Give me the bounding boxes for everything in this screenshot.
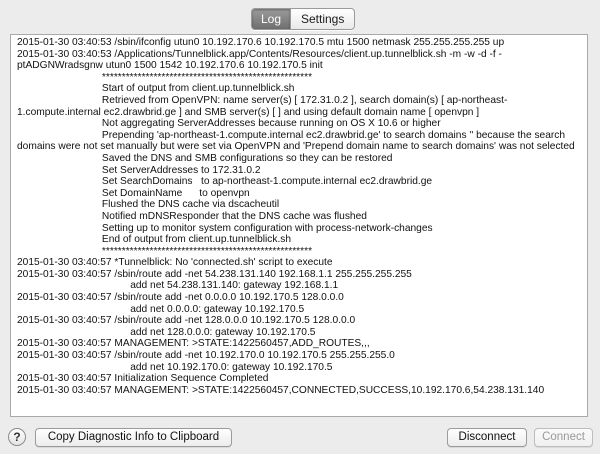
log-line: Setting up to monitor system configuration with process-network-changes: [17, 222, 433, 234]
log-line: Not aggregating ServerAddresses because running on OS X 10.6 or higher: [17, 118, 441, 130]
log-line: Retrieved from OpenVPN: name server(s) [ 172.31.0.2 ], search domain(s) [ ap-northeast-1.compute.internal ec2.drawbrid.ge ] and SMB server(s) [ ] and using default domain name [ openvpn ]: [17, 94, 508, 118]
log-line: End of output from client.up.tunnelblick.sh: [17, 234, 292, 246]
connect-button: Connect: [534, 428, 593, 447]
log-line: 2015-01-30 03:40:53 /Applications/Tunnelblick.app/Contents/Resources/client.up.tunnelblick.sh -m -w -d -f -ptADGNWradsgnw utun0 1500 1542 10.192.170.6 10.192.170.5 init: [17, 48, 502, 72]
log-line: Flushed the DNS cache via dscacheutil: [17, 199, 280, 211]
log-line: 2015-01-30 03:40:57 /sbin/route add -net 0.0.0.0 10.192.170.5 128.0.0.0: [17, 292, 344, 304]
log-line: 2015-01-30 03:40:57 MANAGEMENT: >STATE:1422560457,ADD_ROUTES,,,: [17, 338, 370, 350]
log-line: 2015-01-30 03:40:57 *Tunnelblick: No 'connected.sh' script to execute: [17, 257, 333, 269]
log-line: add net 10.192.170.0: gateway 10.192.170.5: [17, 361, 333, 373]
log-line: 2015-01-30 03:40:57 Initialization Sequence Completed: [17, 373, 269, 385]
log-line: *****************************************************: [17, 71, 313, 83]
log-line: Prepending 'ap-northeast-1.compute.internal ec2.drawbrid.ge' to search domains '' because the search domains were not set manually but were set via OpenVPN and 'Prepend domain name to search domains' was not selected: [17, 129, 575, 153]
log-line: Set DomainName to openvpn: [17, 187, 250, 199]
log-line: 2015-01-30 03:40:57 /sbin/route add -net 54.238.131.140 192.168.1.1 255.255.255.255: [17, 268, 412, 280]
log-line: 2015-01-30 03:40:57 /sbin/route add -net 10.192.170.0 10.192.170.5 255.255.255.0: [17, 350, 395, 362]
help-button[interactable]: ?: [8, 428, 26, 446]
disconnect-button[interactable]: Disconnect: [447, 428, 527, 447]
tab-bar: [251, 8, 355, 30]
log-panel[interactable]: [10, 34, 588, 417]
log-line: add net 0.0.0.0: gateway 10.192.170.5: [17, 303, 305, 315]
log-line: 2015-01-30 03:40:57 /sbin/route add -net 128.0.0.0 10.192.170.5 128.0.0.0: [17, 315, 356, 327]
copy-diagnostic-button[interactable]: Copy Diagnostic Info to Clipboard: [35, 428, 232, 447]
log-line: Notified mDNSResponder that the DNS cache was flushed: [17, 210, 367, 222]
log-line: add net 54.238.131.140: gateway 192.168.1.1: [17, 280, 339, 292]
log-line: 2015-01-30 03:40:53 /sbin/ifconfig utun0 10.192.170.6 10.192.170.5 mtu 1500 netmask 255.255.255.255 up: [17, 37, 505, 48]
tab-settings[interactable]: Settings: [290, 9, 354, 29]
log-line: Start of output from client.up.tunnelblick.sh: [17, 83, 295, 95]
log-line: Set SearchDomains to ap-northeast-1.compute.internal ec2.drawbrid.ge: [17, 176, 433, 188]
tab-log[interactable]: Log: [252, 9, 290, 29]
log-text: [11, 35, 587, 396]
log-line: *****************************************************: [17, 245, 313, 257]
log-line: 2015-01-30 03:40:57 MANAGEMENT: >STATE:1422560457,CONNECTED,SUCCESS,10.192.170.6,54.238.131.140: [17, 384, 545, 396]
log-line: Set ServerAddresses to 172.31.0.2: [17, 164, 261, 176]
log-line: add net 128.0.0.0: gateway 10.192.170.5: [17, 326, 316, 338]
log-line: Saved the DNS and SMB configurations so they can be restored: [17, 152, 393, 164]
